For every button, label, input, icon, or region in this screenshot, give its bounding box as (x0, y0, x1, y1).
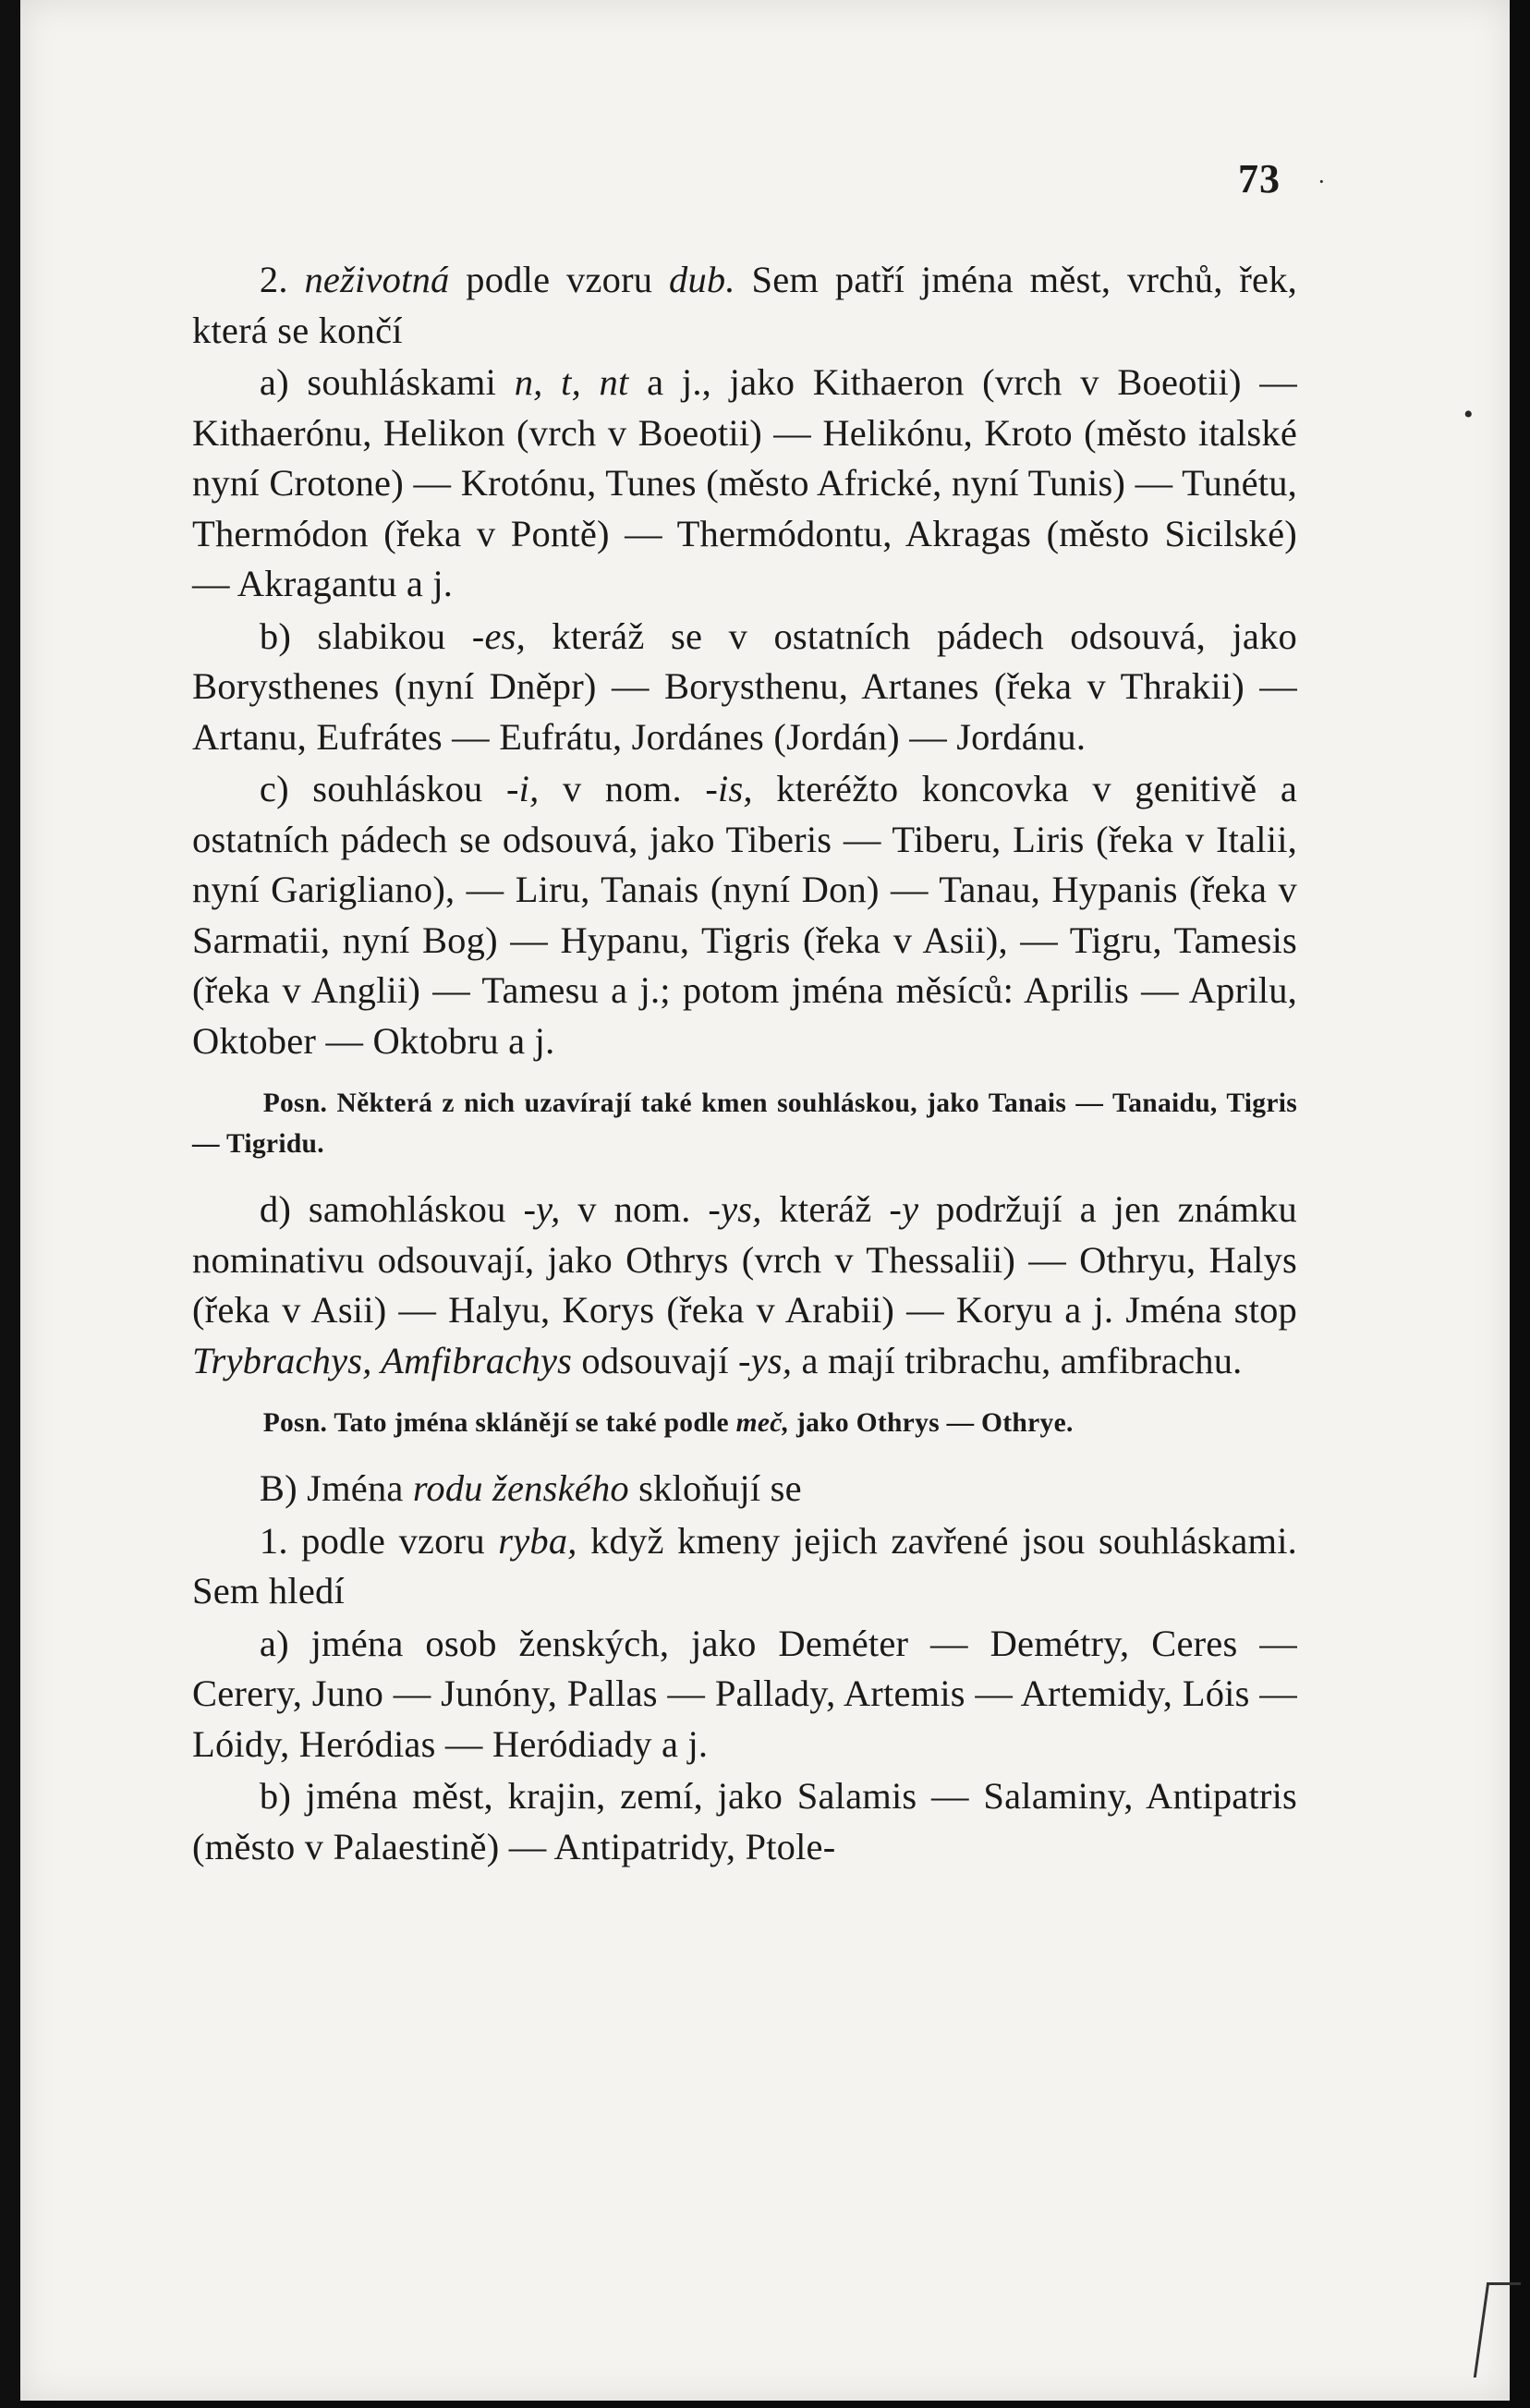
italic-run: rodu ženského (412, 1467, 629, 1509)
scan-edge (0, 0, 20, 2408)
paragraph (192, 764, 1297, 1066)
italic-run: dub. (669, 259, 735, 300)
paragraph (192, 1185, 1297, 1386)
paragraph (192, 1619, 1297, 1770)
page-body (192, 255, 1297, 1874)
text-run: c) souhláskou (259, 768, 506, 809)
book-page (20, 0, 1510, 2401)
text-run: v nom. (539, 768, 706, 809)
text-run: a j., jako Kithaeron (vrch v Boeotii) — Kithaerónu, Helikon (vrch v Boeotii) — Helikónu, Kroto (město italské nyní Crotone) — Krotónu, Tunes (město Africké, nyní Tunis) — Tunétu, Thermódon (řeka v Pontě) — Thermódontu, Akragas (město Sicilské) — Akragantu a j. (192, 361, 1297, 604)
scan-speck: · (1318, 168, 1326, 195)
text-run: v nom. (560, 1188, 709, 1230)
text-run: b) jména měst, krajin, zemí, jako Salamis — Salaminy, Antipatris (město v Palaestině) — Antipatridy, Ptole- (192, 1775, 1297, 1867)
italic-run: meč, (735, 1408, 790, 1438)
italic-run: n, t, nt (514, 361, 629, 403)
scan-corner-mark (1474, 2282, 1521, 2378)
text-run: jako Othrys — Othrye. (789, 1408, 1074, 1438)
text-run: Sem patří jména měst, vrchů, řek, která se končí (192, 259, 1297, 351)
footnote: Posn. Některá z nich uzavírají také kmen souhláskou, jako Tanais — Tanaidu, Tigris — Tigridu. (192, 1088, 1297, 1159)
italic-run: ryba, (498, 1519, 577, 1562)
text-run: d) samohláskou (259, 1188, 524, 1230)
text-run: b) slabikou (259, 614, 472, 657)
text-run: skloňují se (628, 1467, 802, 1509)
scan-speck: • (1463, 399, 1474, 430)
italic-run: -ys, (738, 1339, 793, 1381)
text-run: 1. podle vzoru (259, 1519, 499, 1562)
text-run: kteráž se v ostatních pádech odsouvá, jako Borysthenes (nyní Dněpr) — Borysthenu, Artanes (řeka v Thrakii) — Artanu, Eufrátes — Eufrátu, Jordánes (Jordán) — Jordánu. (192, 614, 1297, 758)
text-run: Posn. Tato jména sklánějí se také podle (262, 1408, 736, 1438)
text-run: podržují a jen známku nominativu odsouvají, jako Othrys (vrch v Thessalii) — Othryu, Halys (řeka v Asii) — Halyu, Korys (řeka v Arabii) — Koryu a j. Jména stop (192, 1188, 1297, 1331)
page-number: 73 (1238, 156, 1281, 201)
text-run: kteráž (761, 1188, 890, 1230)
italic-run: -y (889, 1188, 919, 1230)
text-run: 2. (259, 259, 305, 300)
footnote (192, 1403, 1297, 1443)
paragraph (192, 358, 1297, 610)
section-heading (192, 1464, 1297, 1514)
text-run: a mají tribrachu, amfibrachu. (792, 1339, 1243, 1381)
text-run: kteréžto koncovka v genitivě a ostatních pádech se odsouvá, jako Tiberis — Tiberu, Liris (řeka v Italii, nyní Garigliano), — Liru, Tanais (nyní Don) — Tanau, Hypanis (řeka v Sarmatii, nyní Bog) — Hypanu, Tigris (řeka v Asii), — Tigru, Tamesis (řeka v Anglii) — Tamesu a j.; potom jména měsíců: Aprilis — Aprilu, Oktober — Oktobru a j. (192, 768, 1297, 1062)
text-run: a) jména osob ženských, jako Deméter — Demétry, Ceres — Cerery, Juno — Junóny, Pallas — Pallady, Artemis — Artemidy, Lóis — Lóidy, Heródias — Heródiady a j. (192, 1622, 1297, 1765)
paragraph (192, 255, 1297, 356)
italic-run: neživotná (304, 259, 450, 300)
text-run: B) Jména (259, 1467, 413, 1509)
italic-run: -ys, (708, 1188, 762, 1230)
text-run: a) souhláskami (259, 361, 515, 403)
italic-run: -y, (523, 1188, 561, 1230)
paragraph (192, 1771, 1297, 1872)
text-run: podle vzoru (449, 259, 670, 300)
italic-run: -i, (506, 768, 540, 809)
italic-run: -es, (471, 614, 526, 657)
italic-run: Trybrachys, Amfibrachys (192, 1339, 573, 1381)
paragraph (192, 612, 1297, 763)
italic-run: -is, (705, 768, 753, 809)
paragraph (192, 1516, 1297, 1617)
text-run: odsouvají (572, 1339, 739, 1381)
text-run: když kmeny jejich zavřené jsou souhláskami. Sem hledí (192, 1519, 1297, 1611)
